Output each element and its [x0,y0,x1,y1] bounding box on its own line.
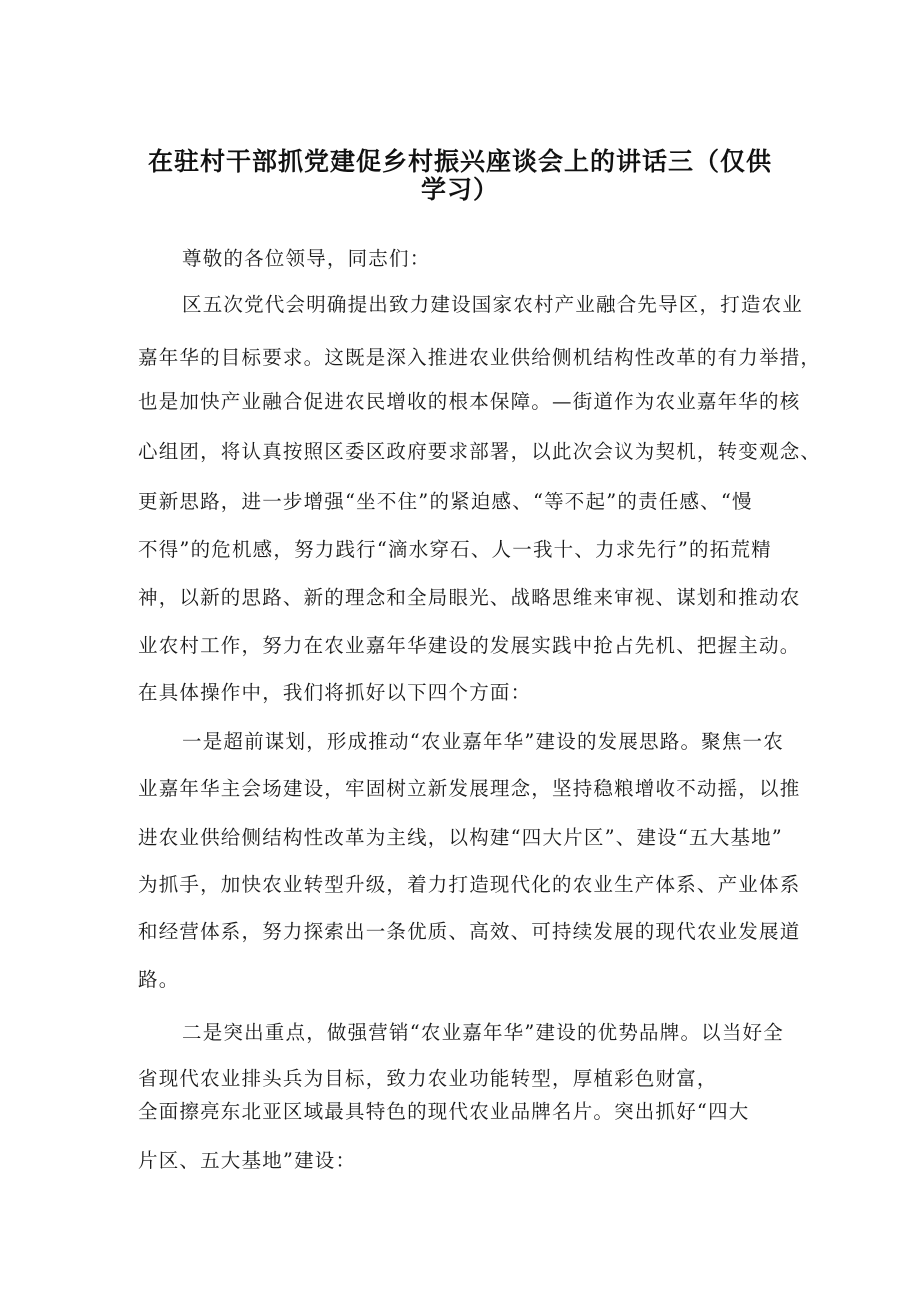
paragraph2-line-5: 和经营体系，努力探索出一条优质、高效、可持续发展的现代农业发展道 [138,920,801,943]
paragraph2-line-1: 一是超前谋划，形成推动“农业嘉年华”建设的发展思路。聚焦一农 [182,730,784,753]
paragraph2-line-3: 进农业供给侧结构性改革为主线，以构建“四大片区”、建设“五大基地” [138,826,783,849]
paragraph1-line-3: 也是加快产业融合促进农民增收的根本保障。—街道作为农业嘉年华的核 [138,390,801,413]
paragraph1-line-5: 更新思路，进一步增强“坐不住”的紧迫感、“等不起”的责任感、“慢 [138,490,753,513]
document-title-line-1: 在驻村干部抓党建促乡村振兴座谈会上的讲话三（仅供 [147,147,772,176]
greeting: 尊敬的各位领导，同志们： [182,247,431,270]
paragraph1-line-1: 区五次党代会明确提出致力建设国家农村产业融合先导区，打造农业 [182,293,804,316]
paragraph1-line-7: 神，以新的思路、新的理念和全局眼光、战略思维来审视、谋划和推动农 [138,586,801,609]
paragraph1-line-6: 不得”的危机感，努力践行“滴水穿石、人一我十、力求先行”的拓荒精 [138,538,772,561]
paragraph1-line-8: 业农村工作，努力在农业嘉年华建设的发展实践中抢占先机、把握主动。 [138,634,801,657]
paragraph1-line-2: 嘉年华的目标要求。这既是深入推进农业供给侧机结构性改革的有力举措， [138,346,822,369]
paragraph2-line-4: 为抓手，加快农业转型升级，着力打造现代化的农业生产体系、产业体系 [138,873,801,896]
paragraph1-line-9: 在具体操作中，我们将抓好以下四个方面： [138,681,532,704]
paragraph1-line-4: 心组团，将认真按照区委区政府要求部署，以此次会议为契机，转变观念、 [138,440,822,463]
paragraph3-line-1: 二是突出重点，做强营销“农业嘉年华”建设的优势品牌。以当好全 [182,1021,784,1044]
paragraph2-line-2: 业嘉年华主会场建设，牢固树立新发展理念，坚持稳粮增收不动摇，以推 [138,777,801,800]
paragraph3-line-4: 片区、五大基地”建设： [138,1149,357,1172]
paragraph3-line-2: 省现代农业排头兵为目标，致力农业功能转型，厚植彩色财富， [138,1067,718,1090]
document-title-line-2: 学习） [420,175,499,204]
paragraph2-line-6: 路。 [138,968,180,991]
paragraph3-line-3: 全面擦亮东北亚区域最具特色的现代农业品牌名片。突出抓好“四大 [138,1100,750,1123]
